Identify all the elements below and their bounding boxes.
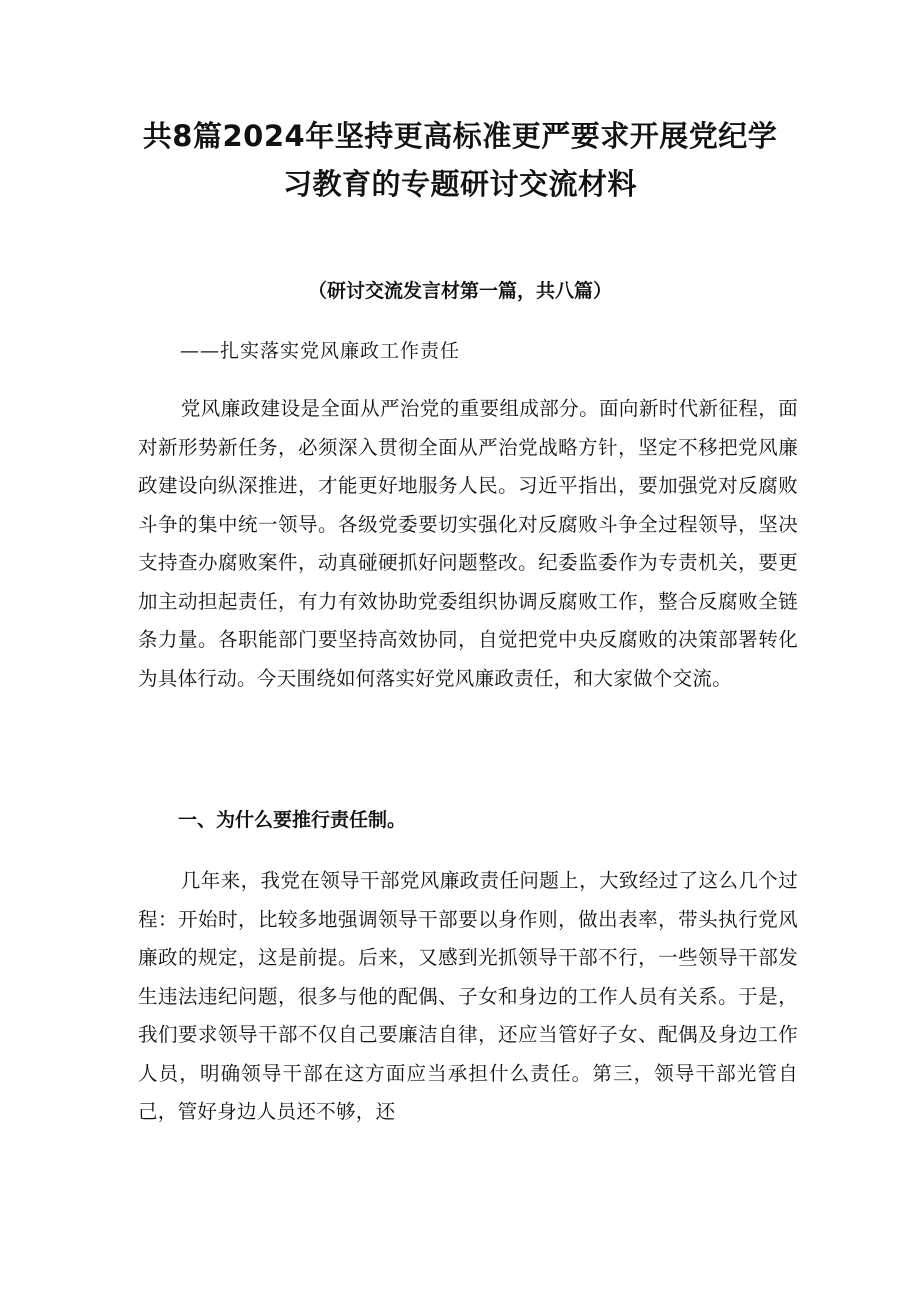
- body-paragraph-intro: 党风廉政建设是全面从严治党的重要组成部分。面向新时代新征程，面对新形势新任务，必须深入贯彻全面从严治党战略方针，坚定不移把党风廉政建设向纵深推进，才能更好地服务人民。习近平指出，要加强党对反腐败斗争的集中统一领导。各级党委要切实强化对反腐败斗争全过程领导，坚决支持查办腐败案件，动真碰硬抓好问题整改。纪委监委作为专责机关，要更加主动担起责任，有力有效协助党委组织协调反腐败工作，整合反腐败全链条力量。各职能部门要坚持高效协同，自觉把党中央反腐败的决策部署转化为具体行动。今天围绕如何落实好党风廉政责任，和大家做个交流。: [138, 397, 798, 690]
- document-title-line-2: 习教育的专题研讨交流材料: [282, 167, 637, 201]
- section-heading-1: 一、为什么要推行责任制。: [178, 809, 407, 831]
- document-subtitle: （研讨交流发言材第一篇，共八篇）: [307, 280, 612, 302]
- document-title-line-1: 共8篇2024年坚持更高标准更严要求开展党纪学: [142, 119, 778, 153]
- body-paragraph-section-1: 几年来，我党在领导干部党风廉政责任问题上，大致经过了这么几个过程：开始时，比较多地强调领导干部要以身作则，做出表率，带头执行党风廉政的规定，这是前提。后来，又感到光抓领导干部不行，一些领导干部发生违法违纪问题，很多与他的配偶、子女和身边的工作人员有关系。于是，我们要求领导干部不仅自己要廉洁自律，还应当管好子女、配偶及身边工作人员，明确领导干部在这方面应当承担什么责任。第三，领导干部光管自己，管好身边人员还不够，还: [138, 869, 798, 1123]
- speech-topic: ——扎实落实党风廉政工作责任: [180, 340, 461, 362]
